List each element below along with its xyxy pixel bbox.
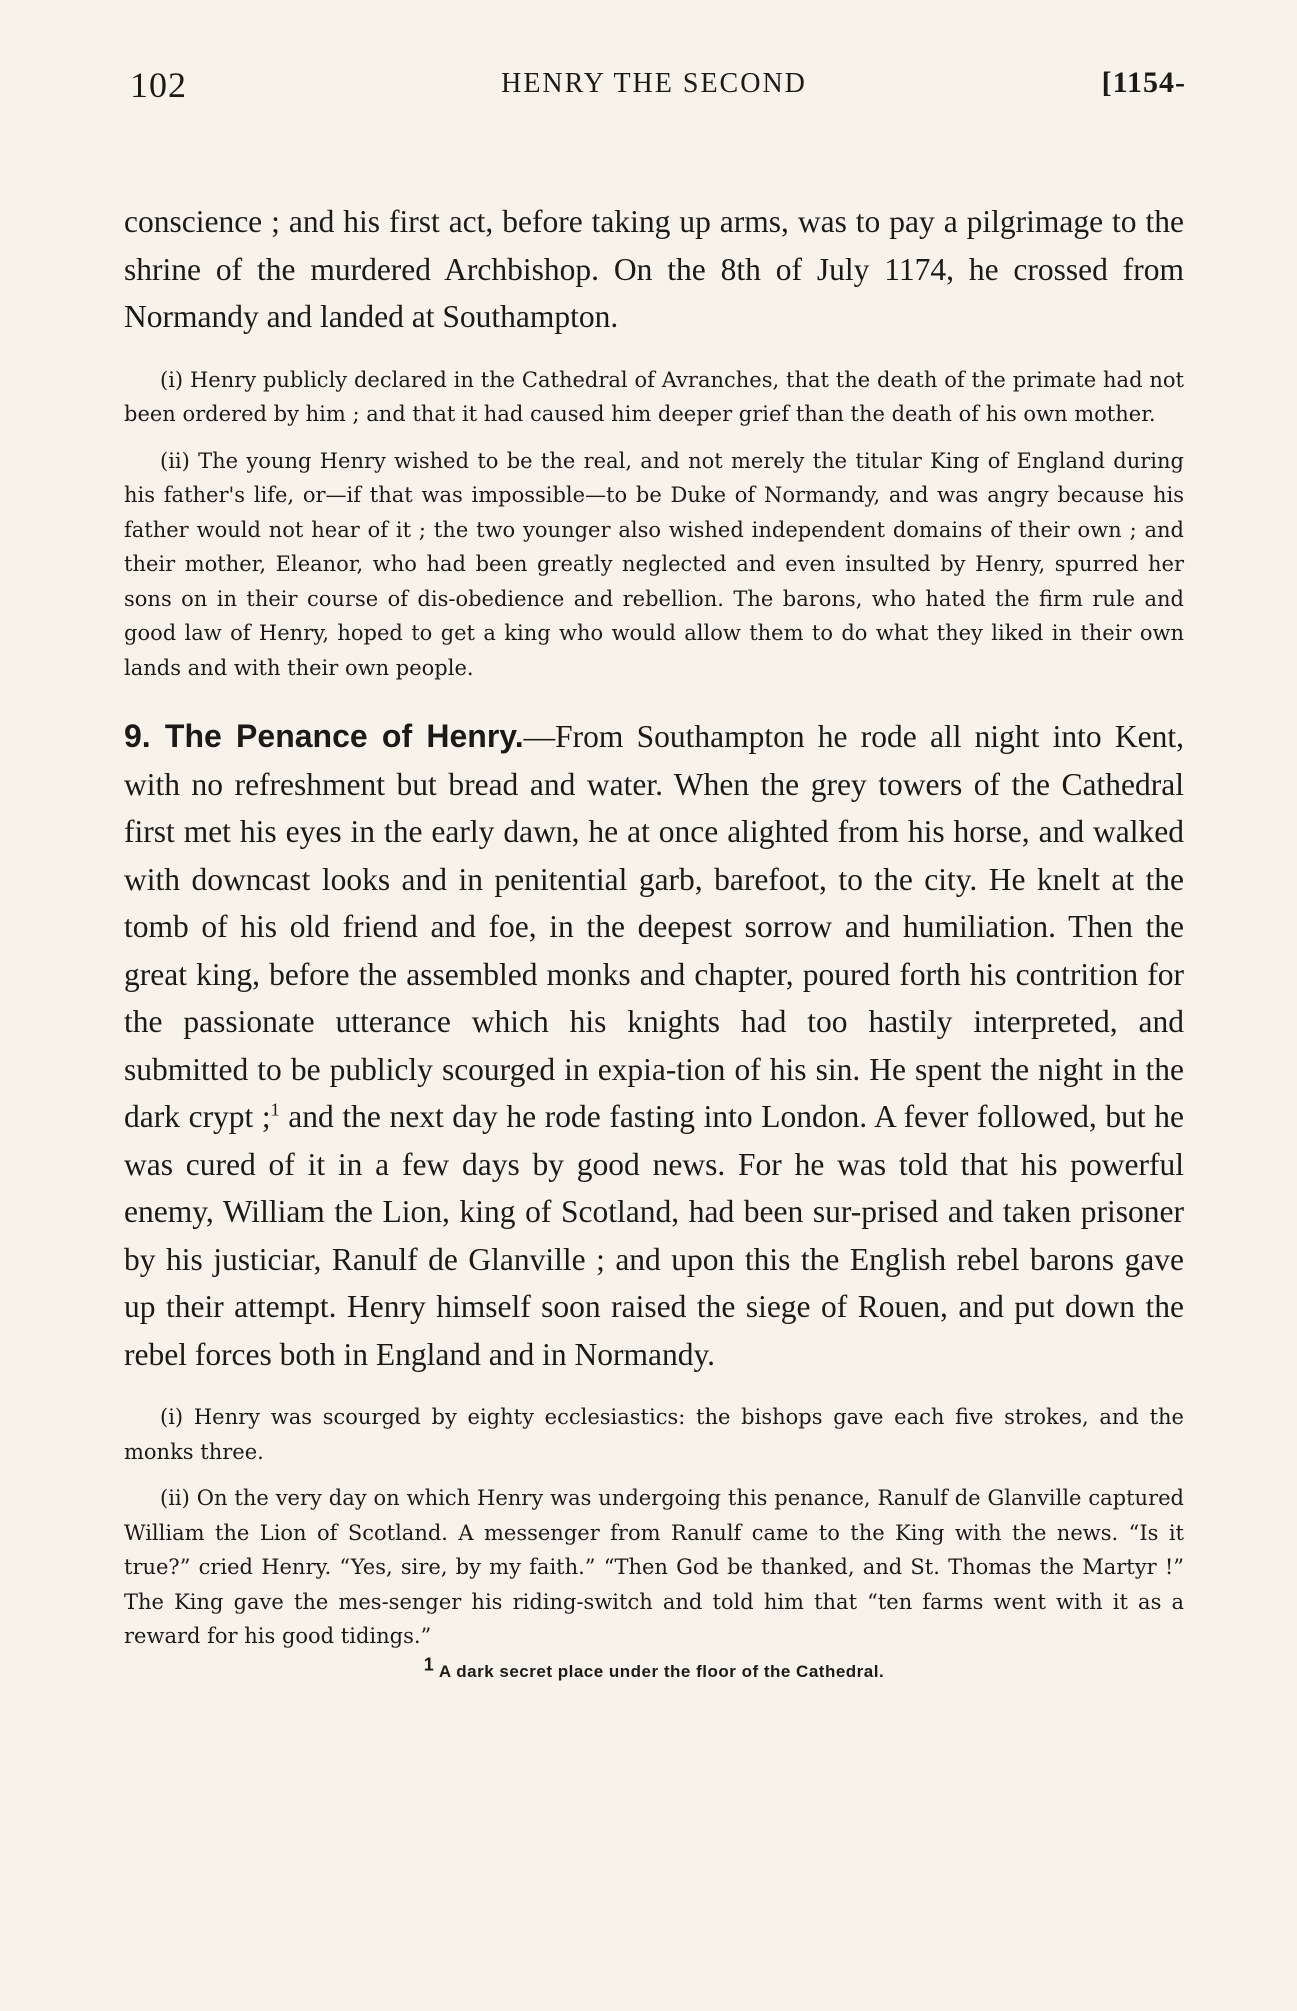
section-9-penance [124, 713, 1184, 1378]
running-header [124, 64, 1184, 112]
section-heading: 9. The Penance of Henry. [124, 718, 524, 754]
note-ii-young-henry [124, 444, 1184, 686]
note-text: The young Henry wished to be the real, and not merely the titular King of England during his father's life, or—if that was impossible—to be Duke of Normandy, and was angry because his father would not hear of it ; the two younger also wished independent domains of their own ; and their mother, Eleanor, who had been greatly neglected and even insulted by Henry, spurred her sons on in their course of dis-obedience and rebellion. The barons, who hated the firm rule and good law of Henry, hoped to get a king who would allow them to do what they liked in their own lands and with their own people. [124, 448, 1184, 680]
note-label: (ii) [160, 448, 190, 473]
note-label: (i) [160, 367, 184, 392]
footnote-reference: 1 [270, 1099, 280, 1120]
note-label: (ii) [160, 1486, 190, 1510]
note-text: On the very day on which Henry was undergoing this penance, Ranulf de Glanville captured William the Lion of Scotland. A messenger from Ranulf came to the King with the news. “Is it true?” cried Henry. “Yes, sire, by my faith.” “Then God be thanked, and St. Thomas the Martyr !” The King gave the mes-senger his riding-switch and told him that “ten farms went with it as a reward for his good tidings.” [124, 1486, 1184, 1648]
date-range: [1154- [1101, 66, 1186, 99]
note-ii-messenger [124, 1481, 1184, 1654]
note-text: Henry was scourged by eighty ecclesiastics: the bishops gave each five strokes, and the monks three. [124, 1405, 1184, 1464]
book-page [124, 64, 1184, 1682]
footnote-marker: 1 [423, 1653, 435, 1674]
footnote-text: A dark secret place under the floor of the Cathedral. [438, 1661, 885, 1681]
paragraph-1: conscience ; and his first act, before taking up arms, was to pay a pilgrimage to the shrine of the murdered Archbishop. On the 8th of July 1174, he crossed from Normandy and landed at Southampton. [124, 204, 1184, 334]
note-text: Henry publicly declared in the Cathedral of Avranches, that the death of the primate had not been ordered by him ; and that it had caused him deeper grief than the death of his own mother. [124, 367, 1184, 426]
running-title: HENRY THE SECOND [501, 68, 807, 99]
section-text-part-2: and the next day he rode fasting into London. A fever followed, but he was cured of it in a few days by good news. For he was told that his powerful enemy, William the Lion, king of Scotland, had been sur-prised and taken prisoner by his justiciar, Ranulf de Glanville ; and upon this the English rebel barons gave up their attempt. Henry himself soon raised the siege of Rouen, and put down the rebel forces both in England and in Normandy. [124, 1099, 1184, 1372]
section-text-part-1: —From Southampton he rode all night into Kent, with no refreshment but bread and water. When the grey towers of the Cathedral first met his eyes in the early dawn, he at once alighted from his horse, and walked with downcast looks and in penitential garb, barefoot, to the city. He knelt at the tomb of his old friend and foe, in the deepest sorrow and humiliation. Then the great king, before the assembled monks and chapter, poured forth his contrition for the passionate utterance which his knights had too hastily interpreted, and submitted to be publicly scourged in expia-tion of his sin. He spent the night in the dark crypt ; [124, 719, 1184, 1134]
note-i-avranches [124, 363, 1184, 432]
note-i-scourged [124, 1400, 1184, 1469]
note-label: (i) [160, 1405, 184, 1429]
page-footnote [124, 1653, 1184, 1682]
page-number: 102 [130, 65, 187, 105]
